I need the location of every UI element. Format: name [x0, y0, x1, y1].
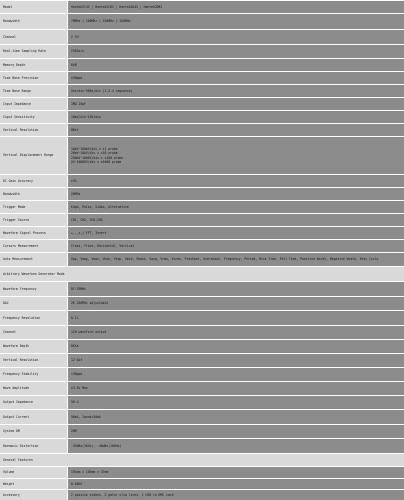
spec-label: Input Sensitivity [0, 111, 67, 123]
spec-row-cursor-measurement [0, 240, 404, 252]
spec-label: Volume [0, 467, 67, 478]
spec-row-wave-amplitude [0, 382, 404, 395]
spec-row-system-dm [0, 425, 404, 438]
spec-row-memory-depth [0, 59, 404, 71]
spec-value: 20MHz [68, 188, 404, 200]
spec-value: 50mA, Ipeak=50mA [68, 410, 404, 424]
spec-row-vertical-displacement [0, 137, 404, 174]
spec-label: Time Base Precision [0, 72, 67, 84]
spec-row-vertical-resolution-generator [0, 354, 404, 367]
spec-label: Channel [0, 326, 67, 339]
spec-value: 6kB [68, 59, 404, 71]
spec-value: 250Sa/s [68, 45, 404, 58]
spec-row-channel-generator [0, 326, 404, 339]
spec-value: Hantek2C42 | Hantek2C62 | Hantek2D42 | Hantek2D82 [68, 1, 404, 13]
spec-value [68, 137, 404, 174]
section-header-generator [0, 267, 404, 281]
spec-row-trigger-source [0, 214, 404, 226]
spec-row-trigger-mode [0, 201, 404, 213]
spec-label: Wave Amplitude [0, 382, 67, 395]
spec-value: <30ppm [68, 368, 404, 381]
spec-label: System DM [0, 425, 67, 438]
spec-label: Time Base Range [0, 85, 67, 97]
spec-value: 0.1% [68, 311, 404, 325]
spec-label: Auto Measurement [0, 253, 67, 266]
spec-label: Waveform Depth [0, 340, 67, 353]
spec-value: 20M [68, 425, 404, 438]
spec-label: Vertical Resolution [0, 124, 67, 136]
spec-value: 12 bit [68, 354, 404, 367]
spec-label: DC Gain Accuracy [0, 175, 67, 187]
spec-label: Waveform Signal Process [0, 227, 67, 239]
spec-value-line: 10mV~100mV/div ± x1 probe [71, 146, 118, 151]
spec-row-frequency-stability [0, 368, 404, 381]
spec-row-waveform-frequency [0, 282, 404, 296]
spec-value: Vpp, Vamp, Vmax, Vmin, Vtop, Vmid, Vbase, Vavg, Vrms, Vcrms, Preshoot, Overshoot, Frequency, Period, Rise Time, Fall Time, Positive Width, Negative Width, Duty Cycle [68, 253, 404, 266]
spec-value-line: 2V~10000V/div ± x1000 probe [71, 159, 122, 164]
spec-value: 191mm × 105mm × 37mm [68, 467, 404, 478]
section-header-general [0, 454, 404, 466]
spec-row-output-impedance [0, 396, 404, 409]
spec-value: CH1, CH2, CH3,CH4 [68, 214, 404, 226]
spec-value: 10mV/div~10V/div [68, 111, 404, 123]
spec-label: Memory Depth [0, 59, 67, 71]
spec-row-frequency-resolution [0, 311, 404, 325]
spec-value: 8KSa [68, 340, 404, 353]
spec-row-accessory [0, 490, 404, 500]
spec-value-line: 20mV~100V/div ± x10 probe [71, 151, 118, 156]
spec-label: Harmonic Distortion [0, 439, 67, 453]
spec-label: Bandwidth [0, 188, 67, 200]
spec-row-dac [0, 297, 404, 310]
spec-label: DAC [0, 297, 67, 310]
spec-row-weight [0, 479, 404, 489]
spec-value: ±50ppm [68, 72, 404, 84]
spec-label: Output Current [0, 410, 67, 424]
spec-value: ±3.5V Max [68, 382, 404, 395]
section-title: Arbitrary Waveform Generator Mode [0, 267, 404, 281]
spec-label: Channel [0, 30, 67, 44]
spec-value: ±3% [68, 175, 404, 187]
spec-row-bandwidth-limit [0, 188, 404, 200]
spec-row-dc-gain-accuracy [0, 175, 404, 187]
spec-row-waveform-depth [0, 340, 404, 353]
spec-value: -55dBc(1KHz), -40dBc(100Hz) [68, 439, 404, 453]
spec-label: Input Impedance [0, 98, 67, 110]
spec-row-harmonic-distortion [0, 439, 404, 453]
spec-label: Weight [0, 479, 67, 489]
spec-row-output-current [0, 410, 404, 424]
spec-row-vertical-resolution [0, 124, 404, 136]
spec-label: Bandwidth [0, 14, 67, 29]
spec-label: Real-time Sampling Rate [0, 45, 67, 58]
spec-label: Waveform Frequency [0, 282, 67, 296]
spec-label: Vertical Displacement Range [0, 137, 67, 174]
spec-value: 2K 200MHz adjustable [68, 297, 404, 310]
spec-row-auto-measurement [0, 253, 404, 266]
spec-label: Frequency Resolution [0, 311, 67, 325]
spec-label: Frequency Stability [0, 368, 67, 381]
spec-row-input-sensitivity [0, 111, 404, 123]
spec-label: Accessory [0, 490, 67, 500]
spec-label: Trigger Mode [0, 201, 67, 213]
spec-row-model [0, 1, 404, 13]
section-title: General Features [0, 454, 404, 466]
spec-value: 70MHz | 100MHz | 250MHz | 150MHz [68, 14, 404, 29]
spec-value: 50 Ω [68, 396, 404, 409]
spec-value: 1MΩ 25pF [68, 98, 404, 110]
spec-label: Output Impedance [0, 396, 67, 409]
spec-row-bandwidth [0, 14, 404, 29]
spec-row-time-base-precision [0, 72, 404, 84]
spec-label: Model [0, 1, 67, 13]
spec-label: Cursors Measurement [0, 240, 67, 252]
spec-row-time-base-range [0, 85, 404, 97]
spec-value: Edge, Pulse, Video, Alternative [68, 201, 404, 213]
spec-value: 8Bit [68, 124, 404, 136]
spec-value: DC~25MHz [68, 282, 404, 296]
spec-row-realtime-sampling [0, 45, 404, 58]
spec-value: Cross, Trace, Horizontal, Vertical [68, 240, 404, 252]
spec-row-channel [0, 30, 404, 44]
spec-value: 2 passive probes, 2 gator clip lines, 1 USB to DMC cord [68, 490, 404, 500]
spec-label: Trigger Source [0, 214, 67, 226]
spec-value: +,-,x,/,FFT, Invert [68, 227, 404, 239]
spec-value: 0.65KG [68, 479, 404, 489]
spec-row-waveform-signal-process [0, 227, 404, 239]
spec-row-volume [0, 467, 404, 478]
spec-value: 2 CH [68, 30, 404, 44]
spec-value: 5ns/div~500s/div (1-2-4 sequence) [68, 85, 404, 97]
spec-value: 1CH waveform output [68, 326, 404, 339]
spec-row-input-impedance [0, 98, 404, 110]
spec-label: Vertical Resolution [0, 354, 67, 367]
spec-value-line: 200mV~1000V/div ± x100 probe [71, 155, 124, 160]
